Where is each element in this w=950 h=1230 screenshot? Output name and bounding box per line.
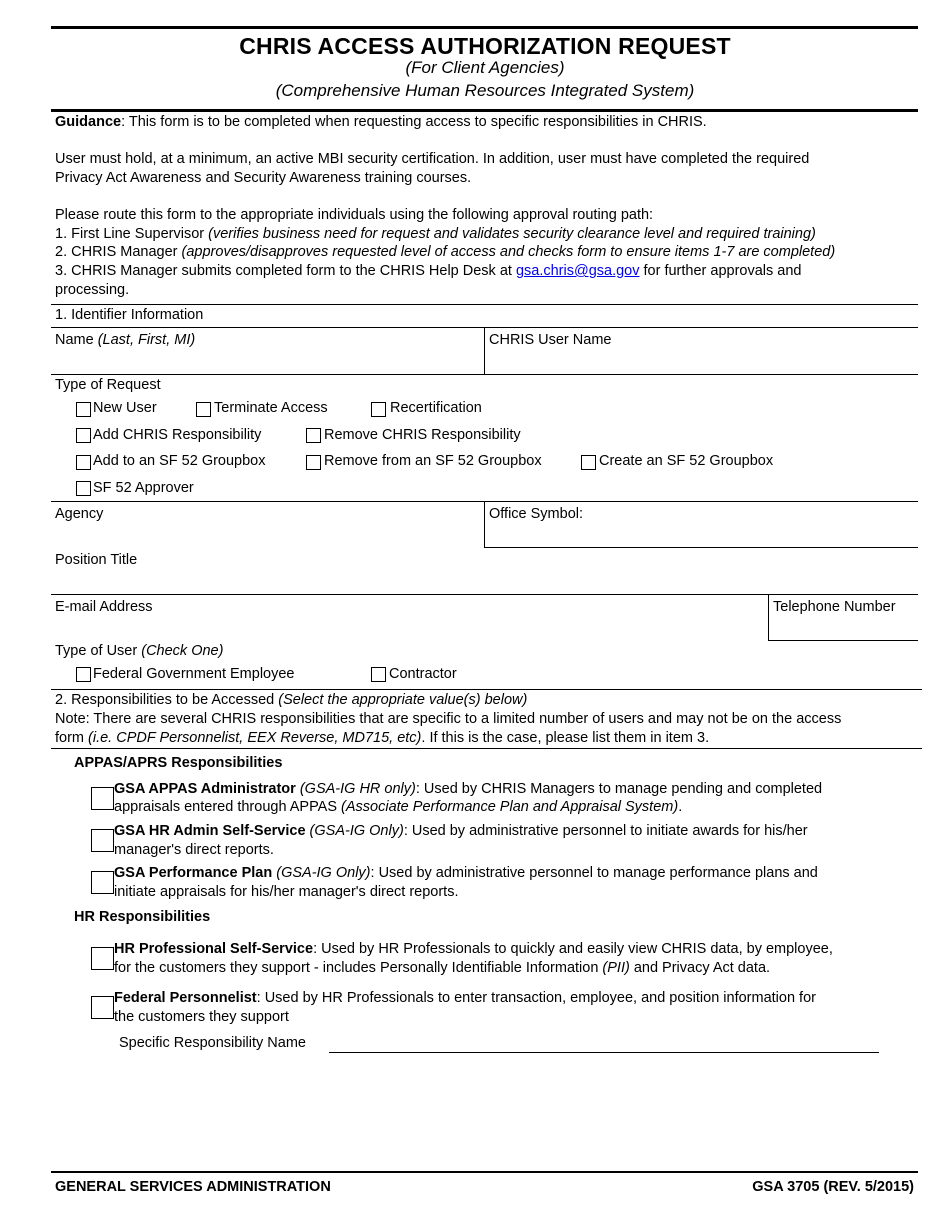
guidance-text: : This form is to be completed when requesting access to specific responsibilities in CHRIS. [121,114,707,130]
step3-text: 3. CHRIS Manager submits completed form to the CHRIS Help Desk at [55,263,516,279]
section2-heading [55,692,527,708]
footer-agency: GENERAL SERVICES ADMINISTRATION [55,1179,331,1195]
hrpro-l2b: and Privacy Act data. [629,960,771,976]
create-groupbox-checkbox[interactable] [581,455,596,470]
name-label-hint: (Last, First, MI) [97,332,196,348]
hr-professional-self-service-checkbox[interactable] [91,947,114,970]
performance-plan-title: GSA Performance Plan [114,865,273,881]
footer-rule [51,1171,918,1173]
recertification-checkbox[interactable] [371,402,386,417]
hrpro-l2a: for the customers they support - includes Personally Identifiable Information [114,960,603,976]
appas-l2a: appraisals entered through APPAS [114,799,342,815]
telephone-field[interactable] [771,617,916,639]
remove-from-groupbox-checkbox[interactable] [306,455,321,470]
appas-administrator-title: GSA APPAS Administrator [114,781,296,797]
specific-responsibility-underline [329,1052,879,1053]
type-of-user-hint: (Check One) [141,643,224,659]
hrpro-l2i: (PII) [602,960,630,976]
rule-under-agency [484,547,918,548]
hr-admin-desc: : Used by administrative personnel to initiate awards for his/her [403,823,808,839]
appas-administrator-checkbox[interactable] [91,787,114,810]
title-rule [51,109,918,112]
appas-heading: APPAS/APRS Responsibilities [74,755,283,771]
agency-field[interactable] [51,524,481,546]
new-user-label: New User [93,400,157,416]
sf52-approver-checkbox[interactable] [76,481,91,496]
recertification-label: Recertification [390,400,482,416]
type-of-user-label [55,643,223,659]
form-subtitle-2: (Comprehensive Human Resources Integrated System) [275,81,695,100]
step1-text: 1. First Line Supervisor [55,226,209,242]
federal-personnelist-checkbox[interactable] [91,996,114,1019]
email-label: E-mail Address [55,599,153,615]
appas-l2i: (Associate Performance Plan and Appraisal System) [341,799,679,815]
federal-employee-label: Federal Government Employee [93,666,295,682]
appas-administrator-line-1 [114,781,822,797]
create-groupbox-label: Create an SF 52 Groupbox [599,453,774,469]
sf52-approver-label: SF 52 Approver [93,480,194,496]
hr-professional-title: HR Professional Self-Service [114,941,314,957]
requirement-line-1: User must hold, at a minimum, an active MBI security certification. In addition, user must have completed the required [55,151,810,167]
federal-personnelist-desc: : Used by HR Professionals to enter transaction, employee, and position information for [256,990,816,1006]
requirement-line-2: Privacy Act Awareness and Security Awareness training courses. [55,170,472,186]
performance-plan-checkbox[interactable] [91,871,114,894]
add-chris-responsibility-label: Add CHRIS Responsibility [93,427,262,443]
step2-text: 2. CHRIS Manager [55,244,182,260]
rule-under-name [51,374,918,375]
appas-l2b: . [678,799,683,815]
routing-step-3 [55,263,802,279]
section2-note-line-1: Note: There are several CHRIS responsibilities that are specific to a limited number of users and may not be on the access [55,711,842,727]
appas-administrator-desc: : Used by CHRIS Managers to manage pending and completed [415,781,823,797]
chris-username-label: CHRIS User Name [489,332,612,348]
footer-form-number: GSA 3705 (REV. 5/2015) [752,1179,914,1195]
step2-detail: (approves/disapproves requested level of access and checks form to ensure items 1-7 are completed) [181,244,836,260]
hr-responsibilities-heading: HR Responsibilities [74,909,211,925]
name-divider [484,327,485,374]
agency-label: Agency [55,506,104,522]
hr-admin-line-2: manager's direct reports. [114,842,274,858]
name-label [55,332,195,348]
email-divider [768,594,769,641]
appas-administrator-scope: (GSA-IG HR only) [295,781,416,797]
office-symbol-field[interactable] [488,524,916,546]
hr-admin-line-1 [114,823,808,839]
specific-responsibility-label: Specific Responsibility Name [119,1035,306,1051]
routing-step-2 [55,244,835,260]
note2-a: form [55,730,89,746]
terminate-access-label: Terminate Access [214,400,328,416]
top-rule [51,26,918,29]
step3-after: for further approvals and [639,263,802,279]
name-field[interactable] [51,350,481,372]
performance-plan-scope: (GSA-IG Only) [272,865,371,881]
section1-top-rule [51,304,918,305]
note2-b: . If this is the case, please list them in item 3. [421,730,710,746]
guidance-label: Guidance [55,114,122,130]
remove-chris-responsibility-label: Remove CHRIS Responsibility [324,427,521,443]
remove-chris-responsibility-checkbox[interactable] [306,428,321,443]
position-title-field[interactable] [51,570,916,592]
rule-under-position [51,594,918,595]
position-title-label: Position Title [55,552,138,568]
routing-step-3-cont: processing. [55,282,130,298]
step1-detail: (verifies business need for request and validates security clearance level and required training) [208,226,816,242]
routing-intro: Please route this form to the appropriate individuals using the following approval routing path: [55,207,654,223]
guidance-line [55,114,707,130]
agency-divider [484,501,485,548]
section2-heading-hint: (Select the appropriate value(s) below) [278,692,528,708]
routing-step-1 [55,226,816,242]
help-desk-email-link[interactable]: gsa.chris@gsa.gov [515,263,640,279]
federal-employee-checkbox[interactable] [76,667,91,682]
contractor-label: Contractor [389,666,457,682]
hr-admin-self-service-checkbox[interactable] [91,829,114,852]
appas-administrator-line-2 [114,799,682,815]
section2-note-line-2 [55,730,709,746]
hr-professional-line-1 [114,941,833,957]
specific-responsibility-field[interactable] [329,1034,879,1052]
add-to-groupbox-label: Add to an SF 52 Groupbox [93,453,266,469]
rule-under-note [51,748,922,749]
form-subtitle-1: (For Client Agencies) [405,58,565,77]
section2-top-rule [51,689,922,690]
new-user-checkbox[interactable] [76,402,91,417]
hr-admin-scope: (GSA-IG Only) [305,823,404,839]
contractor-checkbox[interactable] [371,667,386,682]
email-field[interactable] [51,617,765,639]
terminate-access-checkbox[interactable] [196,402,211,417]
note2-examples: (i.e. CPDF Personnelist, EEX Reverse, MD715, etc) [88,730,422,746]
add-to-groupbox-checkbox[interactable] [76,455,91,470]
hr-admin-title: GSA HR Admin Self-Service [114,823,306,839]
rule-under-email [768,640,918,641]
section2-heading-text: 2. Responsibilities to be Accessed [55,692,279,708]
performance-plan-line-2: initiate appraisals for his/her manager's direct reports. [114,884,459,900]
hr-professional-desc: : Used by HR Professionals to quickly and easily view CHRIS data, by employee, [313,941,833,957]
form-title: CHRIS ACCESS AUTHORIZATION REQUEST [239,33,731,59]
type-of-user-text: Type of User [55,643,142,659]
hr-professional-line-2 [114,960,770,976]
federal-personnelist-line-2: the customers they support [114,1009,289,1025]
remove-from-groupbox-label: Remove from an SF 52 Groupbox [324,453,542,469]
performance-plan-desc: : Used by administrative personnel to manage performance plans and [370,865,818,881]
federal-personnelist-title: Federal Personnelist [114,990,257,1006]
telephone-label: Telephone Number [773,599,896,615]
add-chris-responsibility-checkbox[interactable] [76,428,91,443]
office-symbol-label: Office Symbol: [489,506,584,522]
name-label-text: Name [55,332,98,348]
performance-plan-line-1 [114,865,818,881]
section1-heading: 1. Identifier Information [55,307,204,323]
federal-personnelist-line-1 [114,990,816,1006]
type-of-request-label: Type of Request [55,377,161,393]
chris-username-field[interactable] [488,350,916,372]
